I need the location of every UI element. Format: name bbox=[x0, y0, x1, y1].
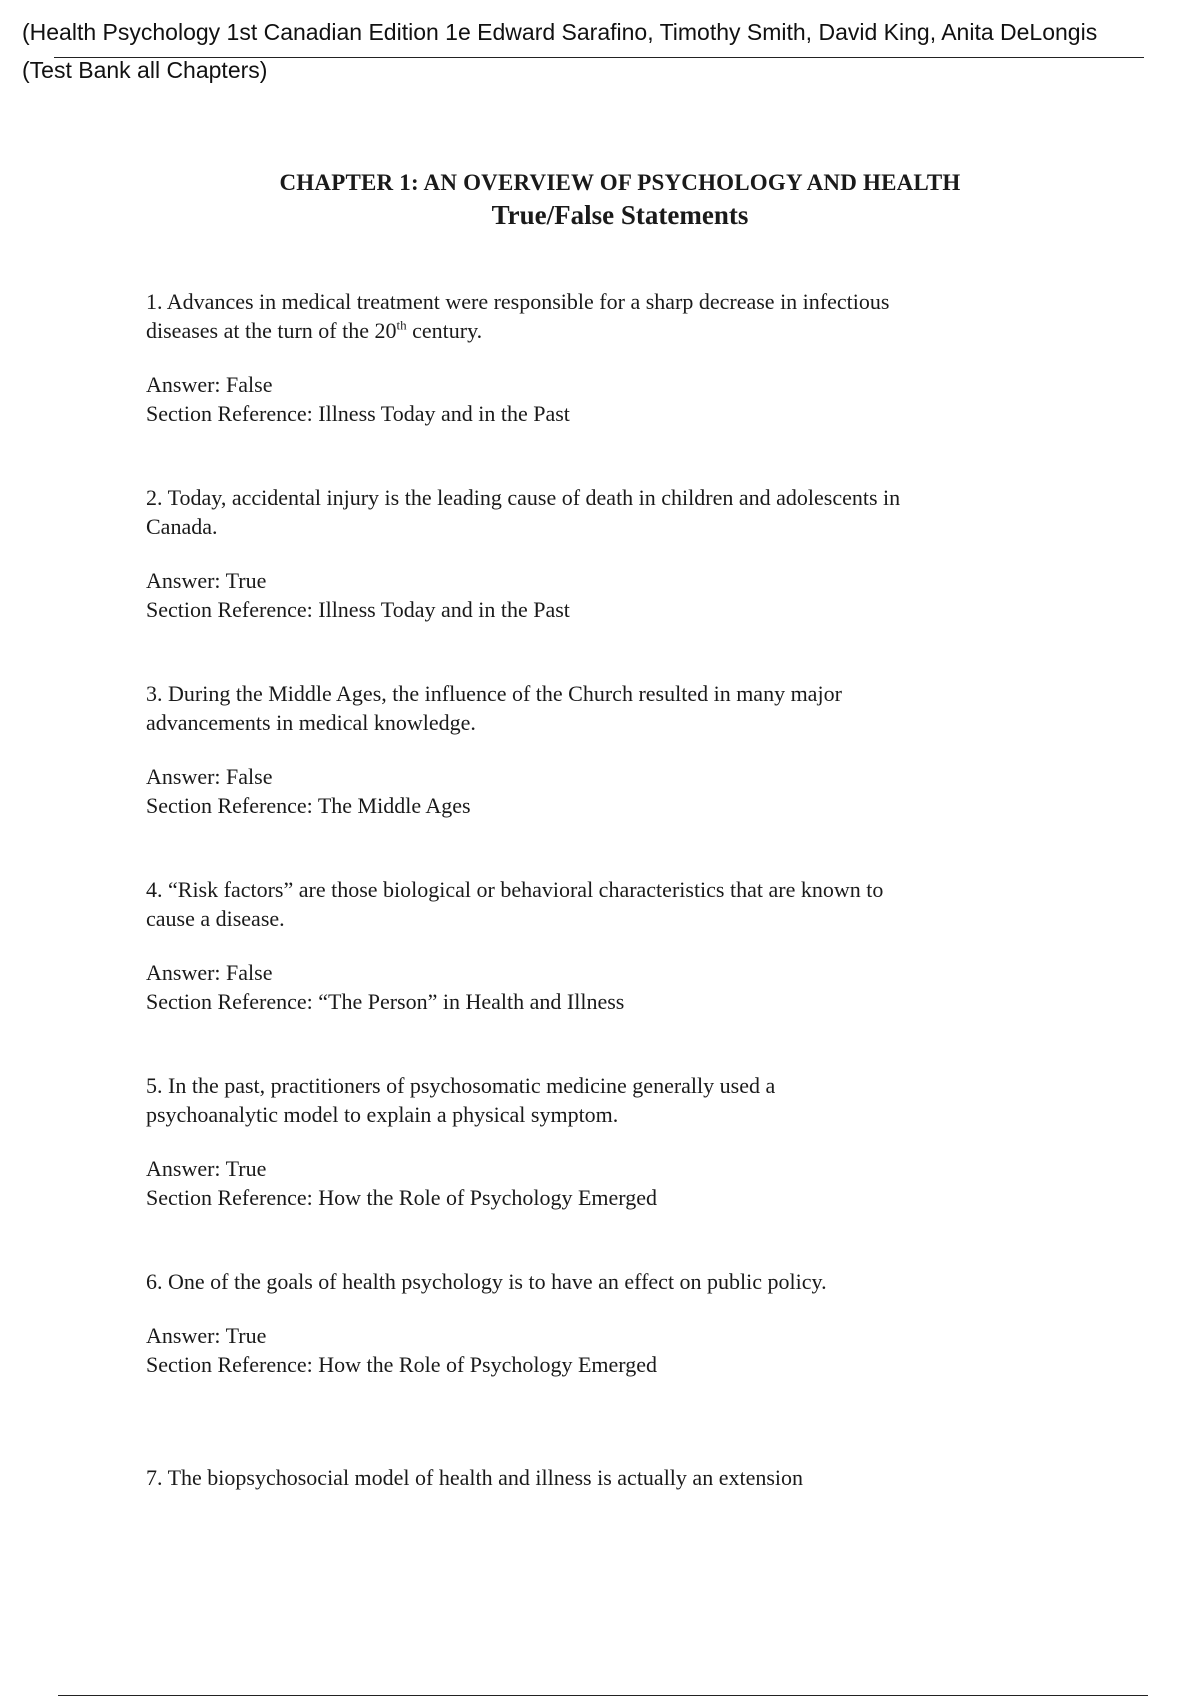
answer-group bbox=[146, 566, 906, 624]
section-reference: Section Reference: How the Role of Psychology Emerged bbox=[146, 1352, 657, 1377]
question-text: 6. One of the goals of health psychology is to have an effect on public policy. bbox=[146, 1269, 827, 1294]
question-item-4 bbox=[146, 875, 906, 1071]
footer-divider bbox=[58, 1695, 1148, 1696]
section-reference: Section Reference: Illness Today and in the Past bbox=[146, 597, 570, 622]
question-text-part: 1. Advances in medical treatment were responsible for a sharp decrease in infectious diseases at the turn of the 20 bbox=[146, 289, 890, 343]
section-reference: Section Reference: The Middle Ages bbox=[146, 793, 471, 818]
ordinal-superscript: th bbox=[396, 317, 407, 333]
section-reference: Section Reference: How the Role of Psychology Emerged bbox=[146, 1185, 657, 1210]
question-item-1 bbox=[146, 287, 906, 483]
answer-group bbox=[146, 762, 906, 820]
question-item-5 bbox=[146, 1071, 906, 1267]
question-text: 3. During the Middle Ages, the influence of the Church resulted in many major advancements in medical knowledge. bbox=[146, 681, 842, 735]
question-text: 7. The biopsychosocial model of health and illness is actually an extension bbox=[146, 1465, 804, 1490]
chapter-title: CHAPTER 1: AN OVERVIEW OF PSYCHOLOGY AND HEALTH bbox=[279, 170, 961, 195]
document-header bbox=[22, 12, 1172, 90]
answer-text: Answer: True bbox=[146, 1156, 267, 1181]
answer-group bbox=[146, 370, 906, 428]
section-reference: Section Reference: Illness Today and in the Past bbox=[146, 401, 570, 426]
question-text: 4. “Risk factors” are those biological or behavioral characteristics that are known to cause a disease. bbox=[146, 877, 884, 931]
answer-text: Answer: False bbox=[146, 372, 273, 397]
answer-text: Answer: True bbox=[146, 1323, 267, 1348]
question-item-3 bbox=[146, 679, 906, 875]
question-item-6 bbox=[146, 1267, 906, 1463]
question-text: 2. Today, accidental injury is the leading cause of death in children and adolescents in Canada. bbox=[146, 485, 901, 539]
header-subtitle: (Test Bank all Chapters) bbox=[22, 57, 268, 83]
section-reference: Section Reference: “The Person” in Health and Illness bbox=[146, 989, 625, 1014]
answer-group bbox=[146, 1154, 906, 1212]
question-text bbox=[146, 287, 906, 345]
header-book-title: (Health Psychology 1st Canadian Edition 1e Edward Sarafino, Timothy Smith, David King, Anita DeLongis bbox=[22, 19, 1098, 45]
header-divider bbox=[54, 57, 1144, 58]
answer-group bbox=[146, 958, 906, 1016]
answer-text: Answer: False bbox=[146, 764, 273, 789]
question-text-part: century. bbox=[406, 318, 483, 343]
question-list bbox=[146, 287, 906, 1659]
question-item-7 bbox=[146, 1463, 906, 1659]
question-text: 5. In the past, practitioners of psychosomatic medicine generally used a psychoanalytic model to explain a physical symptom. bbox=[146, 1073, 776, 1127]
question-item-2 bbox=[146, 483, 906, 679]
answer-text: Answer: False bbox=[146, 960, 273, 985]
answer-text: Answer: True bbox=[146, 568, 267, 593]
answer-group bbox=[146, 1321, 906, 1379]
section-title: True/False Statements bbox=[491, 200, 749, 230]
